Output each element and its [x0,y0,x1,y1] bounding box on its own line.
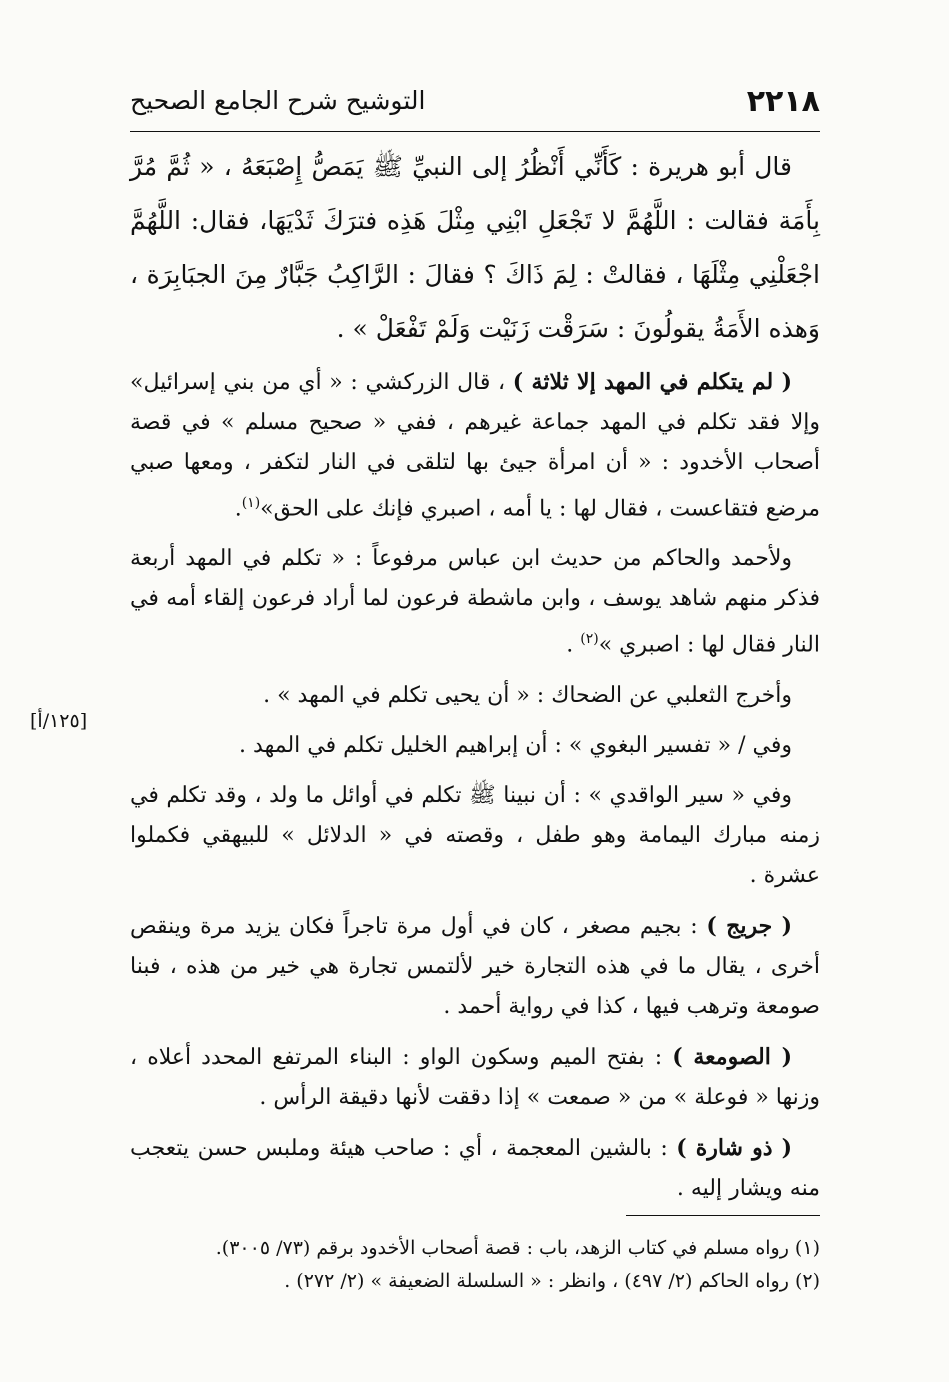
paragraph-jurayj [130,906,820,1027]
footnotes [130,1232,820,1298]
lemma-heading: ( الصومعة ) [672,1043,792,1070]
page-header [130,84,820,128]
paragraph-thalabi: وأخرج الثعلبي عن الضحاك : « أن يحيى تكلم في المهد » . [263,682,792,708]
paragraph-text: : بجيم مصغر ، كان في أول مرة تاجراً فكان يزيد مرة وينقص أخرى ، يقال ما في هذه التجارة خير لألتمس تجارة هي خير من هذه ، فبنا صومعة وترهب فيها ، كذا في رواية أحمد . [130,913,820,1019]
paragraph-cradle [130,362,820,529]
paragraph-ahmad [130,539,820,665]
paragraph-end: . [566,632,581,658]
main-text [130,140,820,1219]
paragraph-text: : بالشين المعجمة ، أي : صاحب هيئة وملبس حسن يتعجب منه ويشار إليه . [130,1135,820,1201]
running-title: التوشيح شرح الجامع الصحيح [130,86,426,115]
margin-folio-reference: [١٢٥/أ] [30,710,88,732]
paragraph-text: : بفتح الميم وسكون الواو : البناء المرتفع المحدد أعلاه ، وزنها « فوعلة » من « صمعت » إذا دققت لأنها دقيقة الرأس . [130,1044,820,1110]
footnote-marker[interactable]: (٢) [580,631,599,648]
lemma-heading: ( جريج ) [706,912,792,939]
paragraph-sawmaa [130,1037,820,1118]
paragraph-end: . [234,496,242,522]
footnote-2: (٢) رواه الحاكم (٢/ ٤٩٧) ، وانظر : « السلسلة الضعيفة » (٢/ ٢٧٢) . [284,1270,820,1292]
paragraph-waqidi: وفي « سير الواقدي » : أن نبينا ﷺ تكلم في أوائل ما ولد ، وقد تكلم في زمنه مبارك اليمامة وهو طفل ، وقصته في « الدلائل » للبيهقي فكملوا عشرة . [130,782,820,888]
header-rule [130,131,820,132]
footnote-marker[interactable]: (١) [241,495,261,511]
lemma-heading: ( لم يتكلم في المهد إلا ثلاثة ) [512,369,792,395]
lemma-heading: ( ذو شارة ) [676,1134,793,1161]
paragraph-baghawi: وفي / « تفسير البغوي » : أن إبراهيم الخليل تكلم في المهد . [239,732,792,758]
footnote-1: (١) رواه مسلم في كتاب الزهد، باب : قصة أصحاب الأخدود برقم (٧٣/ ٣٠٠٥). [215,1237,820,1259]
hadith-paragraph: قال أبو هريرة : كَأَنِّي أَنْظُرُ إلى النبيِّ ﷺ يَمَصُّ إِصْبَعَهُ ، « ثُمَّ مُرَّ بِأَمَة فقالت : اللَّهُمَّ لا تَجْعَلِ ابْنِي مِثْلَ هَذِه فترَكَ ثَدْيَهَا، فقال: اللَّهُمَّ اجْعَلْنِي مِثْلَهَا ، فقالتْ : لِمَ ذَاكَ ؟ فقالَ : الرَّاكِبُ جَبَّارٌ مِنَ الجبَابِرَة ، وَهذه الأَمَةُ يقولُونَ : سَرَقْت زَنَيْت وَلَمْ تَفْعَلْ » . [130,152,820,343]
page-number: ٢٢١٨ [746,84,820,119]
paragraph-text: ، قال الزركشي : « أي من بني إسرائيل» وإلا فقد تكلم في المهد جماعة غيرهم ، ففي « صحيح مسلم » في قصة أصحاب الأخدود : « أن امرأة جيئ بها لتلقى في النار لتكفر ، ومعها صبي مرضع فتقاعست ، فقال لها : يا أمه ، اصبري فإنك على الحق» [130,370,820,522]
paragraph-text: ولأحمد والحاكم من حديث ابن عباس مرفوعاً : « تكلم في المهد أربعة فذكر منهم شاهد يوسف ، وابن ماشطة فرعون لما أراد فرعون إلقاء أمه في النار فقال لها : اصبري » [130,546,820,658]
paragraph-shara [130,1128,820,1209]
footnote-rule [626,1215,820,1216]
